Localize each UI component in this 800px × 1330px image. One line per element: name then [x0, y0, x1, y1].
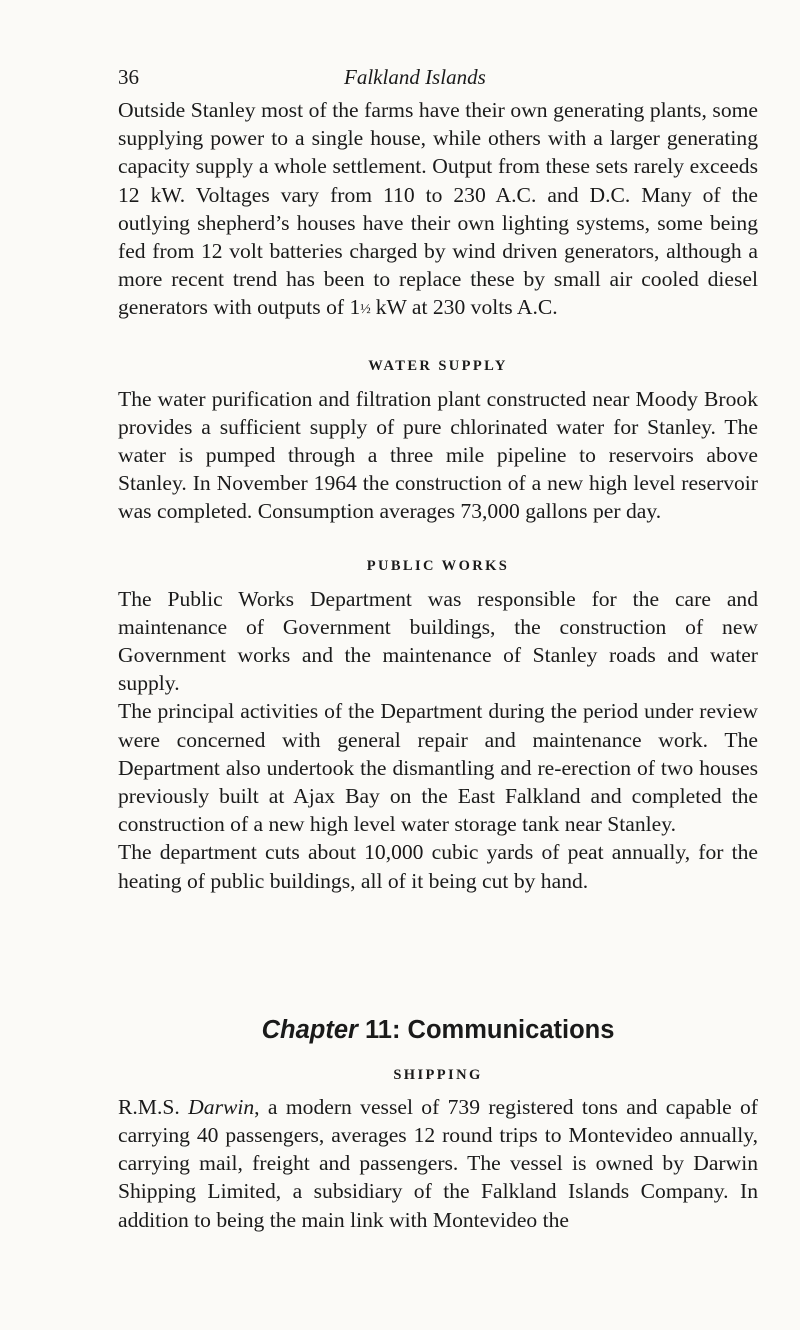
paragraph-power-supply	[118, 96, 758, 325]
fraction-whole: 1	[349, 295, 361, 320]
chapter-word: Chapter	[261, 1015, 358, 1044]
chapter-heading	[118, 1013, 758, 1047]
heading-public-works: PUBLIC WORKS	[366, 557, 510, 574]
fraction-half: ½	[360, 302, 371, 318]
paragraph-public-works-2: The principal activities of the Department during the period under review were concerned with general repair and maintenance work. The Department also undertook the dismantling and re-erection of two houses previously built at Ajax Bay on the East Falkland and completed the construction of a new high level water storage tank near Stanley.	[118, 699, 758, 837]
vessel-name: Darwin	[188, 1094, 255, 1119]
running-head	[118, 62, 758, 96]
page-number: 36	[118, 65, 139, 89]
document-page	[118, 62, 758, 1234]
shipping-text-start: R.M.S.	[118, 1094, 189, 1119]
paragraph-water-supply: The water purification and filtration plant constructed near Moody Brook provides a sufficient supply of pure chlorinated water for Stanley. The water is pumped through a three mile pipeline to reservoirs above Stanley. In November 1964 the construction of a new high level reservoir was completed. Consumption averages 73,000 gallons per day.	[118, 386, 758, 524]
chapter-title: 11: Communications	[357, 1015, 615, 1044]
paragraph-power-supply-end: kW at 230 volts A.C.	[370, 295, 558, 320]
shipping-text-rest: , a modern vessel of 739 registered tons and capable of carrying 40 passengers, averages 12 round trips to Montevideo annually, carrying mail, freight and passengers. The vessel is owned by Darwin Shipping Limited, a subsidiary of the Falkland Islands Company. In addition to being the main link with Montevideo the	[118, 1094, 758, 1232]
paragraph-power-supply-text: Outside Stanley most of the farms have their own generating plants, some supplying power to a single house, while others with a larger generating capacity supply a whole settlement. Output from these sets rarely exceeds 12 kW. Voltages vary from 110 to 230 A.C. and D.C. Many of the outlying shepherd’s houses have their own lighting systems, some being fed from 12 volt batteries charged by wind driven generators, although a more recent trend has been to replace these by small air cooled diesel generators with outputs of	[118, 98, 758, 320]
heading-water-supply: WATER SUPPLY	[368, 357, 508, 374]
paragraph-public-works-1: The Public Works Department was responsible for the care and maintenance of Government buildings, the construction of new Government works and the maintenance of Stanley roads and water supply.	[118, 586, 758, 696]
paragraph-public-works-3: The department cuts about 10,000 cubic yards of peat annually, for the heating of public buildings, all of it being cut by hand.	[118, 840, 758, 893]
heading-shipping: SHIPPING	[393, 1066, 483, 1083]
running-title: Falkland Islands	[344, 65, 486, 89]
paragraph-shipping	[118, 1093, 758, 1234]
